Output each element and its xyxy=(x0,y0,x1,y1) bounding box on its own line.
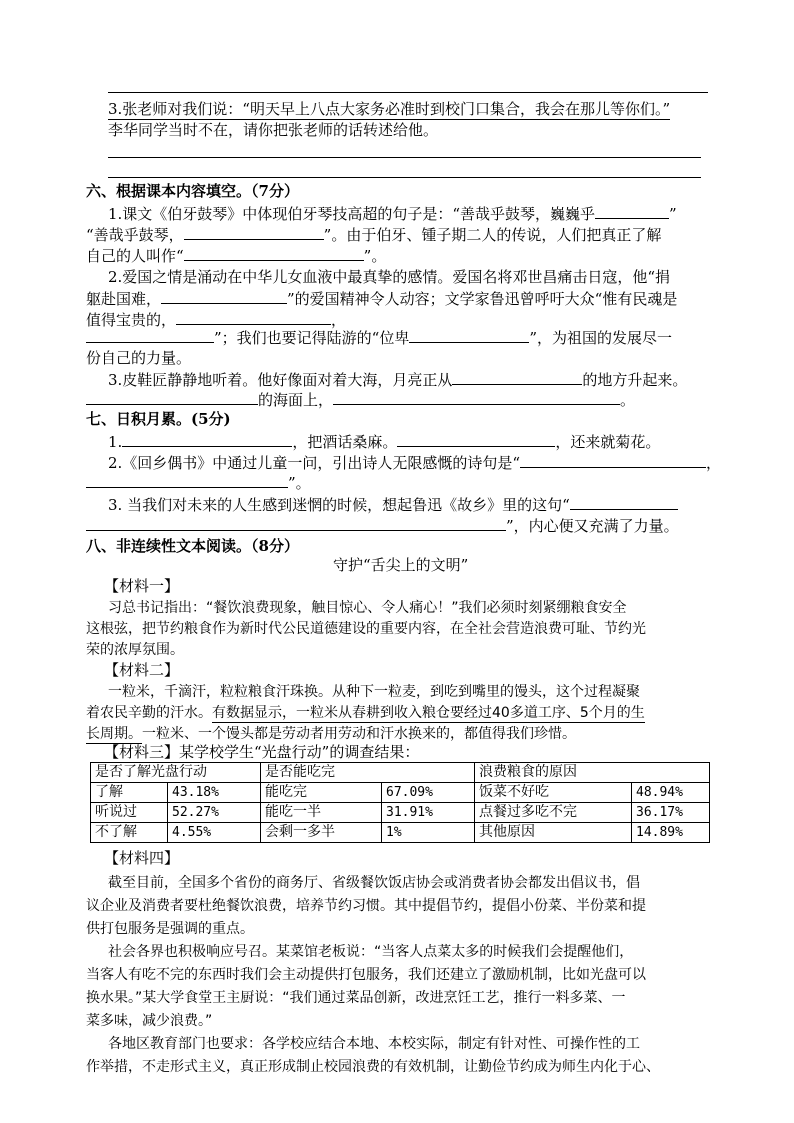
table-row xyxy=(91,803,710,823)
table-cell: 48.94% xyxy=(632,783,710,803)
text: 一粒米、一个馒头都是劳动者用劳动和汗水换来的，都值得我们珍惜。 xyxy=(142,726,576,742)
s6-q1-line1: 1.课文《伯牙鼓琴》中体现伯牙琴技高超的句子是：“善哉乎鼓琴，巍巍乎 ” xyxy=(108,205,677,223)
section-8-heading: 八、非连续性文本阅读。（8分） xyxy=(86,537,299,555)
text: ”，内心便又充满了力量。 xyxy=(506,517,679,535)
s6-q2-line4 xyxy=(86,327,672,348)
fill-blank[interactable] xyxy=(570,494,678,510)
text: ，把酒话桑麻。 xyxy=(292,433,398,451)
section-7-heading: 七、日积月累。(5分) xyxy=(86,410,231,428)
table-cell: 会剩一多半 xyxy=(261,823,382,843)
text: 。 xyxy=(295,474,311,492)
table-header-row xyxy=(91,763,710,783)
survey-table xyxy=(90,762,710,843)
answer-line xyxy=(108,177,701,178)
s7-q3-line2 xyxy=(86,515,679,536)
fill-blank[interactable] xyxy=(86,389,258,405)
s6-q1-line3 xyxy=(86,245,386,266)
text: 躯赴国难， xyxy=(86,290,162,308)
text: “善哉乎鼓琴， xyxy=(86,226,184,244)
fill-blank[interactable] xyxy=(161,288,287,304)
s7-q3-line1 xyxy=(108,494,678,515)
table-cell: 52.27% xyxy=(168,803,261,823)
fill-blank[interactable] xyxy=(397,431,555,447)
fill-blank[interactable] xyxy=(595,203,669,219)
table-cell: 点餐过多吃不完 xyxy=(475,803,632,823)
s6-q3-line1 xyxy=(108,369,687,390)
text: ，还来就菊花。 xyxy=(555,433,661,451)
table-cell: 36.17% xyxy=(632,803,710,823)
s6-q2-line2 xyxy=(86,288,677,309)
table-cell: 4.55% xyxy=(168,823,261,843)
text: 3.皮鞋匠静静地听着。他好像面对着大海，月亮正从 xyxy=(108,371,453,389)
material-2-line3 xyxy=(86,724,576,744)
table-header: 是否能吃完 xyxy=(261,763,475,783)
text: 2.《回乡偶书》中通过儿童一问，引出诗人无限感慨的诗句是“ xyxy=(108,454,520,472)
table-cell: 67.09% xyxy=(382,783,475,803)
table-cell: 了解 xyxy=(91,783,168,803)
section-6-heading: 六、根据课本内容填空。（7分） xyxy=(86,182,299,200)
material-1-line2: 这根弦，把节约粮食作为新时代公民道德建设的重要内容，在全社会营造浪费可耻、节约光 xyxy=(86,621,646,637)
text: 1.课文《伯牙鼓琴》中体现伯牙琴技高超的句子是：“善哉乎鼓琴，巍巍乎 xyxy=(108,205,595,223)
table-cell: 其他原因 xyxy=(475,823,632,843)
material-2-label: 【材料二】 xyxy=(104,661,180,679)
s7-q1: 1. ，把酒话桑麻。 ，还来就菊花。 xyxy=(108,433,661,451)
table-cell: 1% xyxy=(382,823,475,843)
text: ”，为祖国的发展尽一 xyxy=(529,329,673,347)
text: ”的爱国精神令人动容；文学家鲁迅曾呼吁大众“惟有民魂是 xyxy=(287,290,678,308)
text: 值得宝贵的， xyxy=(86,311,177,329)
material-4-label: 【材料四】 xyxy=(104,849,180,867)
fill-blank[interactable] xyxy=(409,327,529,343)
text: 。 xyxy=(620,391,636,409)
underlined-text: 长周期。 xyxy=(86,726,142,742)
s7-q2-line2: ”。 xyxy=(86,472,311,493)
material-4-p3-line1: 各地区教育部门也要求：各学校应结合本地、本校实际，制定有针对性、可操作性的工 xyxy=(108,1036,640,1052)
fill-blank[interactable] xyxy=(86,327,214,343)
material-4-p2-line2: 当客人有吃不完的东西时我们会主动提供打包服务，我们还建立了激励机制，比如光盘可以 xyxy=(86,967,646,983)
text: 自己的人叫作“ xyxy=(86,247,184,265)
fill-blank[interactable] xyxy=(184,224,324,240)
text: ”。 xyxy=(363,247,387,265)
table-cell: 14.89% xyxy=(632,823,710,843)
fill-blank[interactable] xyxy=(86,515,506,531)
table-cell: 31.91% xyxy=(382,803,475,823)
text: 的地方升起来。 xyxy=(582,371,688,389)
material-1-label: 【材料一】 xyxy=(104,577,180,595)
text: ”。由于伯牙、锺子期二人的传说，人们把真正了解 xyxy=(323,226,662,244)
fill-blank[interactable] xyxy=(86,472,288,488)
text: ”；我们也要记得陆游的“位卑 xyxy=(214,329,410,347)
fill-blank[interactable] xyxy=(520,452,706,468)
material-4-p2-line4: 菜多味，减少浪费。” xyxy=(86,1013,213,1029)
table-cell: 能吃完 xyxy=(261,783,382,803)
fill-blank[interactable] xyxy=(176,309,331,325)
q3-line2: 李华同学当时不在，请你把张老师的话转述给他。 xyxy=(108,121,439,139)
fill-blank[interactable] xyxy=(122,431,292,447)
material-4-p3-line2: 作举措，不走形式主义，真正形成制止校园浪费的有效机制，让勤俭节约成为师生内化于心、 xyxy=(86,1059,660,1075)
table-cell: 饭菜不好吃 xyxy=(475,783,632,803)
table-header: 浪费粮食的原因 xyxy=(475,763,710,783)
material-2-line2 xyxy=(86,703,645,723)
s6-q2-line5: 份自己的力量。 xyxy=(86,349,192,367)
material-4-p1-line3: 供打包服务是强调的重点。 xyxy=(86,921,254,937)
table-cell: 能吃一半 xyxy=(261,803,382,823)
material-4-p1-line2: 议企业及消费者要杜绝餐饮浪费，培养节约习惯。其中提倡节约，提倡小份菜、半份菜和提 xyxy=(86,898,646,914)
table-row xyxy=(91,823,710,843)
text: 的海面上， xyxy=(258,391,334,409)
fill-blank[interactable] xyxy=(452,369,582,385)
material-4-p2-line1: 社会各界也积极响应号召。某菜馆老板说：“当客人点菜太多的时候我们会提醒他们， xyxy=(108,944,634,960)
material-1-line3: 荣的浓厚氛围。 xyxy=(86,642,184,658)
text: 3. 当我们对未来的人生感到迷惘的时候，想起鲁迅《故乡》里的这句“ xyxy=(108,496,570,514)
s6-q1-line2 xyxy=(86,224,661,245)
material-2-line1: 一粒米，千滴汗，粒粒粮食汗珠换。从种下一粒麦，到吃到嘴里的馒头，这个过程凝聚 xyxy=(108,684,640,700)
answer-line xyxy=(108,157,701,158)
material-4-p2-line3: 换水果。”某大学食堂王主厨说：“我们通过菜品创新，改进烹饪工艺，推行一料多菜、一 xyxy=(86,990,626,1006)
material-1-line1: 习总书记指出：“餐饮浪费现象，触目惊心、令人痛心！”我们必须时刻紧绷粮食安全 xyxy=(108,600,627,616)
table-row xyxy=(91,783,710,803)
table-cell: 不了解 xyxy=(91,823,168,843)
answer-line xyxy=(108,92,708,93)
table-cell: 43.18% xyxy=(168,783,261,803)
s6-q3-line2 xyxy=(86,389,635,410)
text: 着农民辛勤的汗水。 xyxy=(86,705,212,721)
table-header: 是否了解光盘行动 xyxy=(91,763,261,783)
s7-q2-line1: 2.《回乡偶书》中通过儿童一问，引出诗人无限感慨的诗句是“ ， xyxy=(108,454,721,472)
fill-blank[interactable] xyxy=(184,245,364,261)
material-4-p1-line1: 截至目前，全国多个省份的商务厅、省级餐饮饭店协会或消费者协会都发出倡议书，倡 xyxy=(108,875,640,891)
s6-q2-line1: 2.爱国之情是涌动在中华儿女血液中最真挚的感情。爱国名将邓世昌痛击日寇，他“捐 xyxy=(108,268,670,286)
underlined-text: 有数据显示，一粒米从春耕到收入粮仓要经过40多道工序、5个月的生 xyxy=(212,705,645,721)
q3-line1: 3.张老师对我们说：“明天早上八点大家务必准时到校门口集合，我会在那儿等你们。” xyxy=(108,100,671,118)
s6-q2-line3: 值得宝贵的， ， xyxy=(86,311,347,329)
fill-blank[interactable] xyxy=(333,389,620,405)
material-3-label: 【材料三】某学校学生“光盘行动”的调查结果： xyxy=(104,743,420,761)
table-cell: 听说过 xyxy=(91,803,168,823)
article-title: 守护“舌尖上的文明” xyxy=(333,556,469,574)
